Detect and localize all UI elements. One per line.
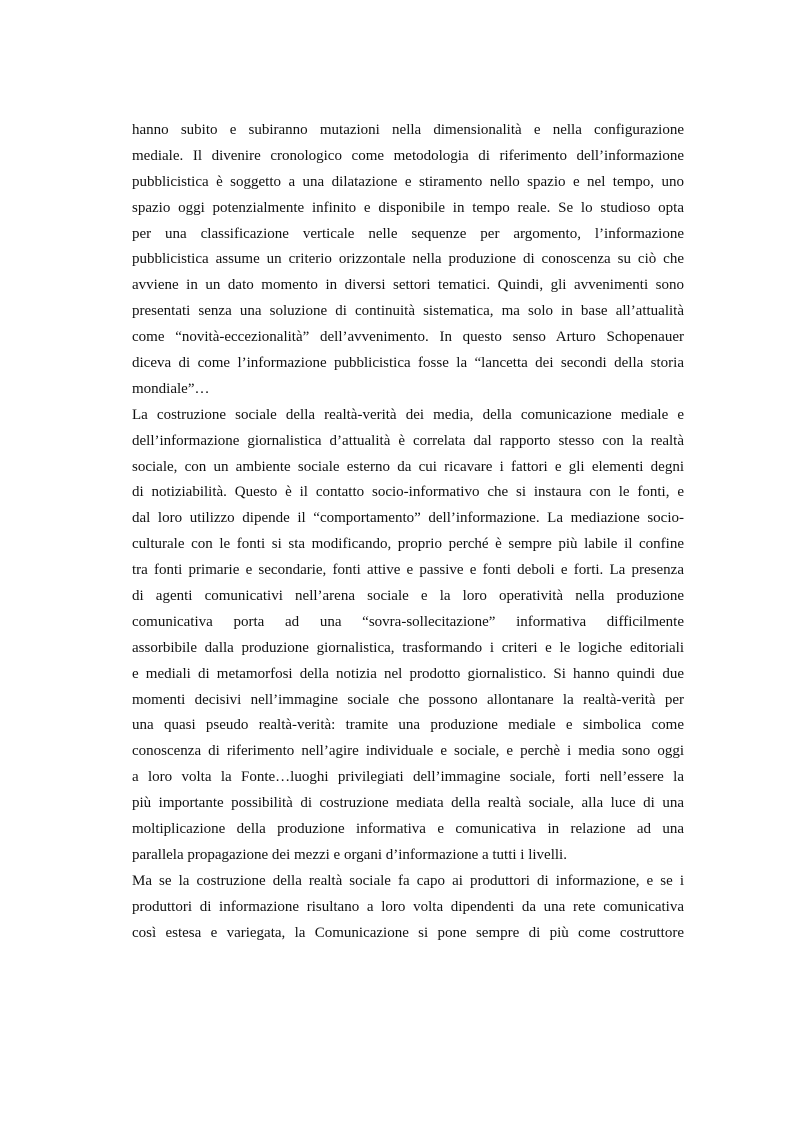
text-line: una quasi pseudo realtà-verità: tramite una produzione mediale e simbolica come	[132, 717, 684, 734]
paragraph-1	[132, 118, 684, 403]
body-text	[132, 118, 684, 947]
text-line: avviene in un dato momento in diversi settori tematici. Quindi, gli avvenimenti sono	[132, 277, 684, 294]
text-line: assorbibile dalla produzione giornalistica, trasformando i criteri e le logiche editoriali	[132, 639, 684, 656]
paragraph-2	[132, 403, 684, 869]
paragraph-3	[132, 869, 684, 947]
text-line: così estesa e variegata, la Comunicazione si pone sempre di più come costruttore	[132, 924, 684, 941]
text-line: di notiziabilità. Questo è il contatto socio-informativo che si instaura con le fonti, e	[132, 484, 684, 501]
text-line: La costruzione sociale della realtà-verità dei media, della comunicazione mediale e	[132, 406, 684, 423]
text-line: pubblicistica assume un criterio orizzontale nella produzione di conoscenza su ciò che	[132, 251, 684, 268]
text-line: hanno subito e subiranno mutazioni nella dimensionalità e nella configurazione	[132, 122, 684, 138]
text-line: più importante possibilità di costruzione mediata della realtà sociale, alla luce di una	[132, 795, 684, 812]
text-line: culturale con le fonti si sta modificando, proprio perché è sempre più labile il confine	[132, 536, 684, 553]
text-line: produttori di informazione risultano a loro volta dipendenti da una rete comunicativa	[132, 898, 684, 915]
text-line: e mediali di metamorfosi della notizia nel prodotto giornalistico. Si hanno quindi due	[132, 665, 684, 682]
text-line: sociale, con un ambiente sociale esterno da cui ricavare i fattori e gli elementi degni	[132, 458, 684, 475]
text-line: pubblicistica è soggetto a una dilatazione e stiramento nello spazio e nel tempo, uno	[132, 173, 684, 190]
text-line: conoscenza di riferimento nell’agire individuale e sociale, e perchè i media sono oggi	[132, 743, 684, 760]
text-line: dal loro utilizzo dipende il “comportamento” dell’informazione. La mediazione socio-	[132, 510, 684, 527]
text-line: dell’informazione giornalistica d’attualità è correlata dal rapporto stesso con la realtà	[132, 432, 684, 449]
text-line: a loro volta la Fonte…luoghi privilegiati dell’immagine sociale, forti nell’essere la	[132, 769, 684, 786]
text-line: di agenti comunicativi nell’arena sociale e la loro operatività nella produzione	[132, 588, 684, 605]
text-line: mediale. Il divenire cronologico come metodologia di riferimento dell’informazione	[132, 147, 684, 164]
text-line: parallela propagazione dei mezzi e organi d’informazione a tutti i livelli.	[132, 846, 567, 863]
text-line: comunicativa porta ad una “sovra-sollecitazione” informativa difficilmente	[132, 613, 684, 630]
text-line: spazio oggi potenzialmente infinito e disponibile in tempo reale. Se lo studioso opta	[132, 199, 684, 216]
text-line: presentati senza una soluzione di continuità sistematica, ma solo in base all’attualità	[132, 303, 684, 320]
text-line: mondiale”…	[132, 380, 210, 397]
text-line: Ma se la costruzione della realtà sociale fa capo ai produttori di informazione, e se i	[132, 872, 684, 889]
text-line: moltiplicazione della produzione informativa e comunicativa in relazione ad una	[132, 821, 684, 838]
text-line: tra fonti primarie e secondarie, fonti attive e passive e fonti deboli e forti. La presenza	[132, 562, 684, 579]
text-line: per una classificazione verticale nelle sequenze per argomento, l’informazione	[132, 225, 684, 242]
text-line: momenti decisivi nell’immagine sociale che possono allontanare la realtà-verità per	[132, 691, 684, 708]
text-line: diceva di come l’informazione pubblicistica fosse la “lancetta dei secondi della storia	[132, 355, 684, 372]
text-line: come “novità-eccezionalità” dell’avvenimento. In questo senso Arturo Schopenauer	[132, 329, 684, 346]
